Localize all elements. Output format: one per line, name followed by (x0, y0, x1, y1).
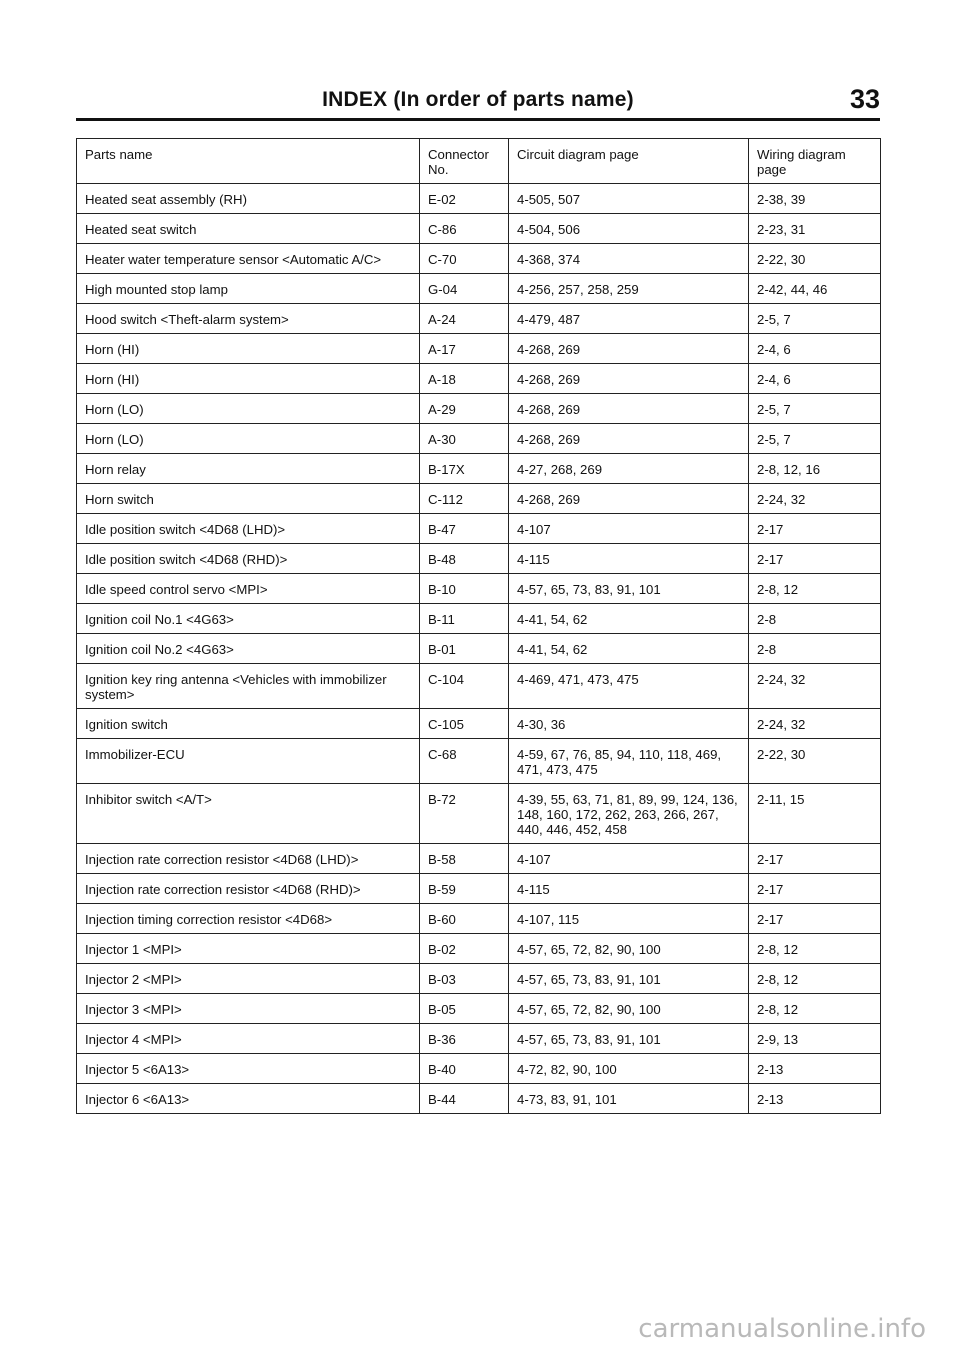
cell-circuit-diagram-page: 4-27, 268, 269 (509, 454, 749, 484)
table-row (77, 604, 881, 634)
cell-parts-name: Heated seat assembly (RH) (77, 184, 420, 214)
cell-connector-no: B-11 (420, 604, 509, 634)
cell-circuit-diagram-page: 4-107 (509, 514, 749, 544)
cell-wiring-diagram-page: 2-17 (749, 874, 881, 904)
cell-parts-name: Injector 5 <6A13> (77, 1054, 420, 1084)
cell-wiring-diagram-page: 2-24, 32 (749, 484, 881, 514)
cell-circuit-diagram-page: 4-368, 374 (509, 244, 749, 274)
cell-parts-name: Hood switch <Theft-alarm system> (77, 304, 420, 334)
cell-parts-name: Heater water temperature sensor <Automatic A/C> (77, 244, 420, 274)
cell-wiring-diagram-page: 2-5, 7 (749, 304, 881, 334)
cell-connector-no: A-30 (420, 424, 509, 454)
table-row (77, 184, 881, 214)
cell-parts-name: Inhibitor switch <A/T> (77, 784, 420, 844)
cell-connector-no: B-01 (420, 634, 509, 664)
page-number: 33 (849, 84, 880, 114)
cell-connector-no: B-03 (420, 964, 509, 994)
table-row (77, 964, 881, 994)
cell-wiring-diagram-page: 2-17 (749, 544, 881, 574)
cell-parts-name: Immobilizer-ECU (77, 739, 420, 784)
cell-circuit-diagram-page: 4-72, 82, 90, 100 (509, 1054, 749, 1084)
cell-wiring-diagram-page: 2-9, 13 (749, 1024, 881, 1054)
table-row (77, 1084, 881, 1114)
cell-parts-name: Ignition coil No.1 <4G63> (77, 604, 420, 634)
cell-connector-no: G-04 (420, 274, 509, 304)
cell-wiring-diagram-page: 2-17 (749, 844, 881, 874)
cell-parts-name: Heated seat switch (77, 214, 420, 244)
cell-wiring-diagram-page: 2-8, 12 (749, 934, 881, 964)
cell-circuit-diagram-page: 4-268, 269 (509, 364, 749, 394)
table-row (77, 1024, 881, 1054)
cell-circuit-diagram-page: 4-268, 269 (509, 484, 749, 514)
table-row (77, 544, 881, 574)
cell-circuit-diagram-page: 4-57, 65, 72, 82, 90, 100 (509, 994, 749, 1024)
table-row (77, 844, 881, 874)
cell-connector-no: B-58 (420, 844, 509, 874)
cell-wiring-diagram-page: 2-17 (749, 514, 881, 544)
cell-circuit-diagram-page: 4-73, 83, 91, 101 (509, 1084, 749, 1114)
table-row (77, 394, 881, 424)
cell-wiring-diagram-page: 2-42, 44, 46 (749, 274, 881, 304)
cell-circuit-diagram-page: 4-479, 487 (509, 304, 749, 334)
watermark: carmanualsonline.info (638, 1314, 926, 1344)
cell-connector-no: B-36 (420, 1024, 509, 1054)
table-row (77, 904, 881, 934)
cell-wiring-diagram-page: 2-13 (749, 1084, 881, 1114)
table-row (77, 934, 881, 964)
cell-circuit-diagram-page: 4-469, 471, 473, 475 (509, 664, 749, 709)
cell-connector-no: C-105 (420, 709, 509, 739)
table-row (77, 274, 881, 304)
cell-parts-name: Ignition coil No.2 <4G63> (77, 634, 420, 664)
cell-wiring-diagram-page: 2-5, 7 (749, 424, 881, 454)
table-row (77, 1054, 881, 1084)
cell-parts-name: Injector 2 <MPI> (77, 964, 420, 994)
cell-connector-no: B-17X (420, 454, 509, 484)
table-row (77, 874, 881, 904)
cell-wiring-diagram-page: 2-4, 6 (749, 364, 881, 394)
cell-circuit-diagram-page: 4-505, 507 (509, 184, 749, 214)
page-title: INDEX (In order of parts name) (322, 88, 634, 111)
page-header (76, 84, 880, 121)
cell-wiring-diagram-page: 2-13 (749, 1054, 881, 1084)
table-row (77, 634, 881, 664)
table-body (77, 184, 881, 1114)
cell-circuit-diagram-page: 4-57, 65, 73, 83, 91, 101 (509, 1024, 749, 1054)
column-header-parts-name: Parts name (77, 139, 420, 184)
cell-parts-name: Injector 4 <MPI> (77, 1024, 420, 1054)
cell-parts-name: Idle speed control servo <MPI> (77, 574, 420, 604)
cell-parts-name: Horn relay (77, 454, 420, 484)
cell-circuit-diagram-page: 4-268, 269 (509, 424, 749, 454)
cell-parts-name: Idle position switch <4D68 (RHD)> (77, 544, 420, 574)
cell-parts-name: Injector 3 <MPI> (77, 994, 420, 1024)
table-row (77, 244, 881, 274)
cell-connector-no: C-70 (420, 244, 509, 274)
cell-wiring-diagram-page: 2-8, 12 (749, 574, 881, 604)
cell-parts-name: Injector 6 <6A13> (77, 1084, 420, 1114)
cell-parts-name: Horn (LO) (77, 394, 420, 424)
table-row (77, 364, 881, 394)
cell-wiring-diagram-page: 2-22, 30 (749, 244, 881, 274)
cell-connector-no: C-68 (420, 739, 509, 784)
cell-parts-name: Horn (HI) (77, 364, 420, 394)
cell-circuit-diagram-page: 4-107, 115 (509, 904, 749, 934)
cell-wiring-diagram-page: 2-24, 32 (749, 709, 881, 739)
column-header-connector-no: Connector No. (420, 139, 509, 184)
cell-parts-name: Ignition switch (77, 709, 420, 739)
cell-parts-name: Injection rate correction resistor <4D68 (RHD)> (77, 874, 420, 904)
cell-connector-no: B-44 (420, 1084, 509, 1114)
table-row (77, 709, 881, 739)
cell-wiring-diagram-page: 2-8 (749, 634, 881, 664)
cell-parts-name: Horn (HI) (77, 334, 420, 364)
cell-circuit-diagram-page: 4-57, 65, 73, 83, 91, 101 (509, 574, 749, 604)
cell-wiring-diagram-page: 2-23, 31 (749, 214, 881, 244)
table-row (77, 574, 881, 604)
table-row (77, 484, 881, 514)
cell-circuit-diagram-page: 4-107 (509, 844, 749, 874)
cell-connector-no: B-47 (420, 514, 509, 544)
table-row (77, 424, 881, 454)
cell-connector-no: B-48 (420, 544, 509, 574)
cell-circuit-diagram-page: 4-256, 257, 258, 259 (509, 274, 749, 304)
cell-parts-name: High mounted stop lamp (77, 274, 420, 304)
cell-connector-no: C-104 (420, 664, 509, 709)
cell-connector-no: E-02 (420, 184, 509, 214)
table-row (77, 784, 881, 844)
cell-connector-no: B-60 (420, 904, 509, 934)
cell-wiring-diagram-page: 2-24, 32 (749, 664, 881, 709)
cell-wiring-diagram-page: 2-38, 39 (749, 184, 881, 214)
cell-connector-no: A-24 (420, 304, 509, 334)
cell-parts-name: Horn switch (77, 484, 420, 514)
cell-circuit-diagram-page: 4-268, 269 (509, 394, 749, 424)
cell-connector-no: A-17 (420, 334, 509, 364)
cell-parts-name: Injector 1 <MPI> (77, 934, 420, 964)
cell-parts-name: Ignition key ring antenna <Vehicles with immobilizer system> (77, 664, 420, 709)
cell-wiring-diagram-page: 2-17 (749, 904, 881, 934)
cell-wiring-diagram-page: 2-11, 15 (749, 784, 881, 844)
cell-parts-name: Injection rate correction resistor <4D68 (LHD)> (77, 844, 420, 874)
cell-circuit-diagram-page: 4-115 (509, 874, 749, 904)
cell-circuit-diagram-page: 4-39, 55, 63, 71, 81, 89, 99, 124, 136, 148, 160, 172, 262, 263, 266, 267, 440, 446, 452, 458 (509, 784, 749, 844)
table-row (77, 214, 881, 244)
cell-parts-name: Horn (LO) (77, 424, 420, 454)
table-row (77, 739, 881, 784)
cell-wiring-diagram-page: 2-8 (749, 604, 881, 634)
cell-connector-no: C-86 (420, 214, 509, 244)
cell-connector-no: B-02 (420, 934, 509, 964)
table-row (77, 664, 881, 709)
table-row (77, 334, 881, 364)
cell-circuit-diagram-page: 4-504, 506 (509, 214, 749, 244)
cell-connector-no: B-59 (420, 874, 509, 904)
cell-circuit-diagram-page: 4-115 (509, 544, 749, 574)
cell-wiring-diagram-page: 2-22, 30 (749, 739, 881, 784)
cell-connector-no: B-10 (420, 574, 509, 604)
cell-wiring-diagram-page: 2-5, 7 (749, 394, 881, 424)
cell-wiring-diagram-page: 2-8, 12 (749, 964, 881, 994)
cell-connector-no: A-18 (420, 364, 509, 394)
cell-connector-no: C-112 (420, 484, 509, 514)
table-row (77, 304, 881, 334)
cell-circuit-diagram-page: 4-30, 36 (509, 709, 749, 739)
parts-index-table (76, 138, 881, 1114)
cell-connector-no: A-29 (420, 394, 509, 424)
column-header-circuit-diagram-page: Circuit diagram page (509, 139, 749, 184)
cell-connector-no: B-72 (420, 784, 509, 844)
cell-wiring-diagram-page: 2-4, 6 (749, 334, 881, 364)
cell-connector-no: B-40 (420, 1054, 509, 1084)
cell-circuit-diagram-page: 4-268, 269 (509, 334, 749, 364)
table-header-row (77, 139, 881, 184)
column-header-wiring-diagram-page: Wiring diagram page (749, 139, 881, 184)
cell-circuit-diagram-page: 4-59, 67, 76, 85, 94, 110, 118, 469, 471, 473, 475 (509, 739, 749, 784)
cell-circuit-diagram-page: 4-57, 65, 73, 83, 91, 101 (509, 964, 749, 994)
table-row (77, 514, 881, 544)
table-row (77, 454, 881, 484)
table-row (77, 994, 881, 1024)
cell-circuit-diagram-page: 4-57, 65, 72, 82, 90, 100 (509, 934, 749, 964)
cell-wiring-diagram-page: 2-8, 12, 16 (749, 454, 881, 484)
cell-wiring-diagram-page: 2-8, 12 (749, 994, 881, 1024)
cell-connector-no: B-05 (420, 994, 509, 1024)
cell-circuit-diagram-page: 4-41, 54, 62 (509, 634, 749, 664)
cell-circuit-diagram-page: 4-41, 54, 62 (509, 604, 749, 634)
cell-parts-name: Injection timing correction resistor <4D68> (77, 904, 420, 934)
cell-parts-name: Idle position switch <4D68 (LHD)> (77, 514, 420, 544)
